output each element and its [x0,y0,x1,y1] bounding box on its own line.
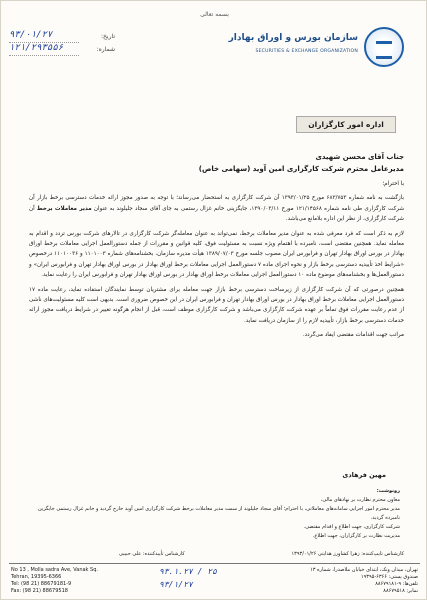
copies-header: رونوشت: [376,488,400,494]
footer [9,563,420,597]
sec-emblem-icon [364,27,404,67]
date-label: تاریخ: [101,33,115,40]
recipient-title: مدیرعامل محترم شرکت کارگزاری امین آوید (سهامی خاص) [198,165,404,173]
paragraph-1-text: بازگشت به نامه شماره ۶۸۳/۷۵۳ مورخ ۱۳۹۳/۰۱/۲۵ آن شرکت کارگزاری به استحضار می‌رساند؛ با توجه به صدور مجوز ارائه خدمات دسترسی برخط بازار آن شرکت کارگزاری طی نامه شماره ۱۲۱/۱۴۵۶۸ مورخ ۱۳۹۰/۰۳/۱۱، جایگزینی خانم غزال رستمی به جای آقای سجاد جلیلوند به عنوان [29,195,405,212]
salutation: با احترام؛ [382,181,404,187]
footer-en-line: No 13 , Molla sadra Ave, Vanak Sq. [11,567,98,573]
footer-address-fa [310,567,418,595]
footer-en-line: Tehran, 19395-6366 [11,574,62,580]
footer-address-en [11,567,98,595]
recipient-name: جناب آقای محسن شهیدی [315,153,404,161]
footer-fa-line: صندوق پستی: ۶۳۶۶-۱۹۳۹۵ [360,574,418,580]
list-item: شرکت کارگزاری، جهت اطلاع و اقدام مقتضی. [303,524,400,530]
department-box: اداره امور کارگزاران [296,116,396,133]
number-value: ۱۲۱/۲۹۳۵۵۶ [9,43,64,53]
date-value: ۹۳/۰۱/۲۷ [9,30,53,40]
number-line [9,55,79,56]
org-name-fa: سازمان بورس و اوراق بهادار [228,33,358,43]
footer-fa-line: تهران، میدان ونک، ابتدای خیابان ملاصدرا، شماره ۱۳ [310,567,418,573]
list-item: مدیر محترم امور اجرایی سامانه‌های معاملاتی، با احترام؛ آقای سجاد جلیلوند از سمت مدیر معاملات برخط شرکت کارگزاری امین آوید خارج گردید و خانم غزال رستمی جایگزین نامبرده گردید. [38,506,400,521]
basmala: بسمه تعالی [200,11,229,18]
paragraph-1-end: آن شرکت کارگزاری، از نظر این اداره بلامانع می‌باشد. [29,205,404,223]
closing: مراتب جهت اقدامات مقتضی ایفاد می‌گردد. [302,332,404,339]
prepared-by: کارشناس تایپ‌کننده: زهرا کشاورز هدایتی ۱۳۹۳/۰۱/۲۶ [291,551,404,557]
org-logo [228,25,404,87]
footer-en-line: Tel: (98 21) 88679181-9 [11,581,72,587]
number-row [9,44,119,57]
reviewed-by: کارشناس تأییدکننده: علی حبیبی [119,551,185,557]
handwritten-stamp-1: ۹۳.۱.۲۷ / ۲۵ [159,567,217,576]
list-item: معاون محترم نظارت بر نهادهای مالی، [320,497,400,503]
number-label: شماره: [96,46,115,53]
footer-fa-line: نمابر: ۸۸۶۷۹۵۱۸ [383,588,418,594]
footer-en-line: Fax: (98 21) 88679518 [11,588,68,594]
letter-body [29,151,404,341]
paragraph-1 [29,193,404,224]
paragraph-3: همچنین درصورتی که آن شرکت کارگزاری از زیرساخت دسترسی برخط بازار جهت معامله برای مشتریان توسط نمایندگان استفاده نماید، رعایت ماده ۱۷ دستورالعمل اجرایی معاملات برخط اوراق بهادار در بورس اوراق بهادار تهران و فرابورس ایران در این خصوص ضروری است. بدیهی است کلیه مسئولیت‌های ناشی از عدم رعایت مقررات فوق تماماً بر عهده شرکت کارگزاری می‌باشد و شرکت کارگزاری موظف است، قبل از انجام هرگونه تغییر در شرایط دریافت مجوز ارائه خدمات دسترسی برخط بازار، تأییدیه لازم را از سازمان دریافت نماید. [29,286,404,324]
footer-fa-line: تلفن‌ها: ۹-۸۸۶۷۹۱۸۱ [375,581,418,587]
handwritten-stamp-2: ۹۳/۱/۲۷ [159,580,193,589]
org-name-en: SECURITIES & EXCHANGE ORGANIZATION [255,49,358,54]
paragraph-1-bold: مدیر معاملات برخط [36,205,92,212]
copies-block [25,487,400,541]
paragraph-2: لازم به ذکر است که فرد معرفی شده به عنوان مدیر معاملات برخط، نمی‌تواند به عنوان معامله‌گر شرکت کارگزاری در تالارهای شرکت بورس تردد و اقدام به معامله نماید. همچنین مقتضی است، نامبرده با اهتمام ویژه نسبت به مسئولیت فوق، کلیه قوانین و مقررات از جمله دستورالعمل اجرایی معاملات برخط اوراق بهادار در بورس اوراق بهادار تهران و فرابورس ایران مصوب جلسه مورخ ۱۳۸۹/۰۷/۰۳ هیأت مدیره سازمان، بخشنامه‌های شماره ۱۱۰۱۰۰۳ و ۱۱۰۱۰۰۳۶ درخصوص «شرایط اخذ تأییدیه دسترسی برخط بازار و نحوه اجرای ماده ۷ دستورالعمل اجرایی معاملات برخط اوراق بهادار در بورس اوراق بهادار تهران و فرابورس ایران» و دستورالعمل‌ها و بخشنامه‌های موضوع ماده ۱۰ دستورالعمل اجرایی معاملات برخط اوراق بهادار در بورس اوراق بهادار تهران و فرابورس ایران را رعایت نماید. [29,230,405,279]
signer-name: مهین فرهادی [342,471,386,479]
copies-list [25,496,400,541]
signature-block [216,471,386,479]
list-item: مدیریت نظارت بر کارگزاران، جهت اطلاع. [312,533,400,539]
letter-meta [9,31,119,57]
